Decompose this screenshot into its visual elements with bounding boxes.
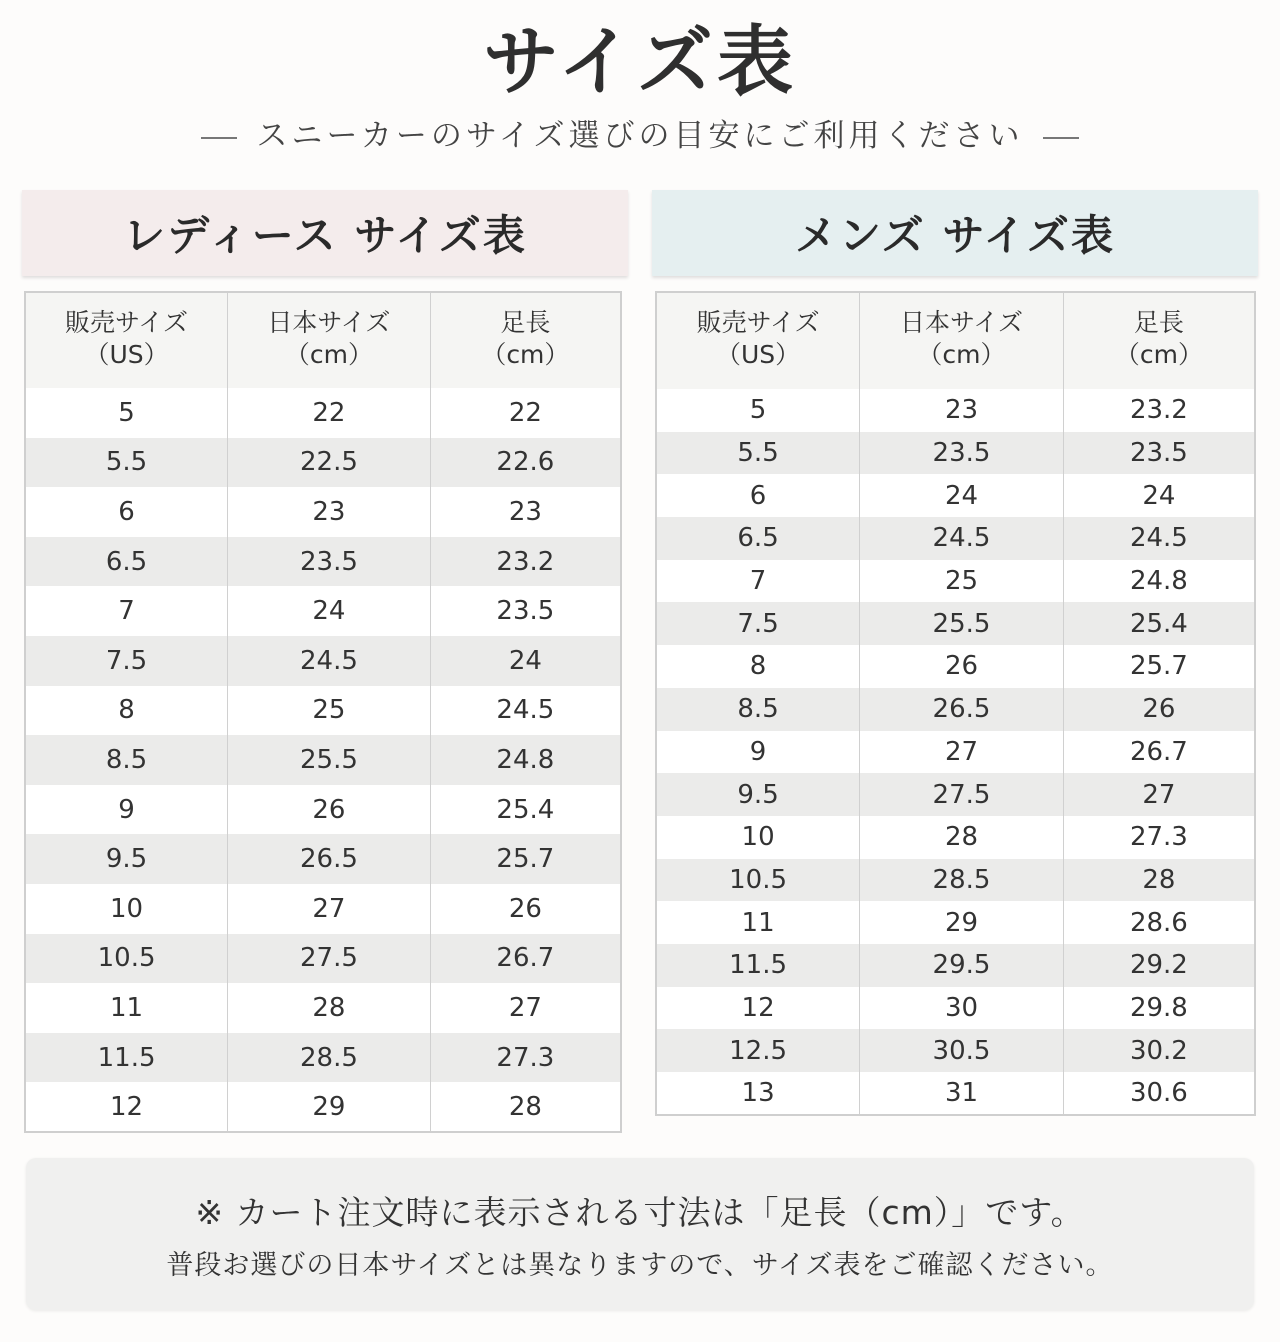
- cell-sales-size: 11.5: [25, 1033, 228, 1083]
- table-row: [25, 487, 621, 537]
- table-row: [25, 636, 621, 686]
- cell-sales-size: 5: [656, 389, 860, 432]
- cell-foot-length: 29.2: [1063, 944, 1255, 987]
- cell-foot-length: 23.2: [1063, 389, 1255, 432]
- table-header-row: [656, 292, 1255, 389]
- cell-sales-size: 12.5: [656, 1029, 860, 1072]
- cell-japan-size: 27.5: [228, 934, 431, 984]
- cell-foot-length: 25.4: [1063, 602, 1255, 645]
- table-row: [656, 389, 1255, 432]
- cell-foot-length: 23.2: [430, 537, 621, 587]
- cell-foot-length: 27.3: [1063, 816, 1255, 859]
- table-row: [656, 859, 1255, 902]
- cell-sales-size: 9: [656, 731, 860, 774]
- ladies-size-panel: [22, 190, 626, 1122]
- cell-japan-size: 26.5: [228, 834, 431, 884]
- cell-japan-size: 24: [860, 474, 1064, 517]
- column-header-japan-size: [860, 292, 1064, 389]
- table-row: [656, 773, 1255, 816]
- table-row: [25, 735, 621, 785]
- note-line-secondary: 普段お選びの日本サイズとは異なりますので、サイズ表をご確認ください。: [166, 1250, 1114, 1281]
- cell-sales-size: 12: [656, 987, 860, 1030]
- mens-size-panel: [652, 190, 1256, 1108]
- table-row: [25, 834, 621, 884]
- cell-japan-size: 24: [228, 586, 431, 636]
- note-line-primary: ※ カート注文時に表示される寸法は「足長（cm）」です。: [195, 1193, 1085, 1232]
- cell-japan-size: 26: [860, 645, 1064, 688]
- cell-sales-size: 10: [656, 816, 860, 859]
- cell-foot-length: 26.7: [1063, 731, 1255, 774]
- table-row: [25, 884, 621, 934]
- subtitle-dash-left: [201, 137, 237, 139]
- table-row: [25, 586, 621, 636]
- cell-japan-size: 25: [228, 686, 431, 736]
- table-row: [656, 816, 1255, 859]
- table-row: [656, 688, 1255, 731]
- ladies-panel-heading: レディース サイズ表: [22, 190, 628, 276]
- column-header-unit: （cm）: [917, 340, 1006, 369]
- cell-sales-size: 10.5: [656, 859, 860, 902]
- cell-sales-size: 8.5: [25, 735, 228, 785]
- column-header-label: 販売サイズ: [696, 308, 820, 337]
- cell-japan-size: 25.5: [228, 735, 431, 785]
- cell-sales-size: 6.5: [656, 517, 860, 560]
- column-header-unit: （cm）: [481, 340, 570, 369]
- table-header-row: [25, 292, 621, 388]
- cell-foot-length: 22: [430, 388, 621, 438]
- table-row: [25, 1033, 621, 1083]
- table-row: [25, 438, 621, 488]
- column-header-label: 販売サイズ: [65, 308, 189, 337]
- cell-sales-size: 5.5: [25, 438, 228, 488]
- cell-japan-size: 27.5: [860, 773, 1064, 816]
- cell-foot-length: 28: [1063, 859, 1255, 902]
- column-header-unit: （US）: [715, 340, 801, 369]
- table-row: [656, 987, 1255, 1030]
- page-title: サイズ表: [483, 17, 797, 106]
- cell-foot-length: 27: [430, 983, 621, 1033]
- cell-japan-size: 30: [860, 987, 1064, 1030]
- cell-sales-size: 6.5: [25, 537, 228, 587]
- cell-japan-size: 25: [860, 560, 1064, 603]
- column-header-unit: （cm）: [1114, 340, 1203, 369]
- cell-japan-size: 23: [228, 487, 431, 537]
- cell-foot-length: 23.5: [1063, 432, 1255, 475]
- table-row: [656, 474, 1255, 517]
- cell-foot-length: 24.8: [1063, 560, 1255, 603]
- cell-foot-length: 29.8: [1063, 987, 1255, 1030]
- cell-foot-length: 25.7: [1063, 645, 1255, 688]
- column-header-japan-size: [228, 292, 431, 388]
- cell-foot-length: 24: [1063, 474, 1255, 517]
- cell-foot-length: 28: [430, 1082, 621, 1132]
- subtitle-dash-right: [1043, 137, 1079, 139]
- cell-foot-length: 22.6: [430, 438, 621, 488]
- cell-japan-size: 27: [228, 884, 431, 934]
- column-header-unit: （US）: [84, 340, 169, 369]
- cell-japan-size: 28.5: [860, 859, 1064, 902]
- cell-japan-size: 29: [228, 1082, 431, 1132]
- table-row: [656, 645, 1255, 688]
- column-header-sales-size: [656, 292, 860, 389]
- column-header-foot-length: [430, 292, 621, 388]
- table-row: [25, 388, 621, 438]
- cell-sales-size: 7.5: [25, 636, 228, 686]
- mens-table-body: [656, 389, 1255, 1115]
- cell-sales-size: 5: [25, 388, 228, 438]
- table-row: [656, 432, 1255, 475]
- table-row: [656, 517, 1255, 560]
- column-header-label: 日本サイズ: [267, 308, 391, 337]
- cell-japan-size: 29: [860, 901, 1064, 944]
- table-row: [656, 1072, 1255, 1115]
- table-row: [656, 731, 1255, 774]
- cell-foot-length: 30.2: [1063, 1029, 1255, 1072]
- cell-japan-size: 23: [860, 389, 1064, 432]
- cell-japan-size: 29.5: [860, 944, 1064, 987]
- table-row: [25, 1082, 621, 1132]
- cell-sales-size: 6: [656, 474, 860, 517]
- table-row: [656, 1029, 1255, 1072]
- column-header-label: 足長: [500, 308, 551, 337]
- cell-sales-size: 9.5: [25, 834, 228, 884]
- column-header-foot-length: [1063, 292, 1255, 389]
- mens-size-table: [655, 291, 1256, 1116]
- table-row: [25, 934, 621, 984]
- cell-japan-size: 30.5: [860, 1029, 1064, 1072]
- mens-panel-heading: メンズ サイズ表: [652, 190, 1258, 276]
- cell-sales-size: 11: [656, 901, 860, 944]
- cell-foot-length: 25.4: [430, 785, 621, 835]
- cell-japan-size: 23.5: [228, 537, 431, 587]
- cell-japan-size: 25.5: [860, 602, 1064, 645]
- table-row: [25, 537, 621, 587]
- cell-sales-size: 7: [656, 560, 860, 603]
- table-row: [656, 944, 1255, 987]
- table-row: [656, 901, 1255, 944]
- cell-foot-length: 26: [430, 884, 621, 934]
- column-header-sales-size: [25, 292, 228, 388]
- cell-foot-length: 26.7: [430, 934, 621, 984]
- cell-foot-length: 28.6: [1063, 901, 1255, 944]
- cell-foot-length: 24.8: [430, 735, 621, 785]
- cell-sales-size: 8: [25, 686, 228, 736]
- table-row: [656, 560, 1255, 603]
- cell-japan-size: 22.5: [228, 438, 431, 488]
- table-row: [25, 785, 621, 835]
- cell-japan-size: 26.5: [860, 688, 1064, 731]
- cell-foot-length: 27.3: [430, 1033, 621, 1083]
- ladies-table-body: [25, 388, 621, 1132]
- table-row: [656, 602, 1255, 645]
- cell-sales-size: 7.5: [656, 602, 860, 645]
- cell-japan-size: 24.5: [228, 636, 431, 686]
- cell-foot-length: 26: [1063, 688, 1255, 731]
- cell-sales-size: 6: [25, 487, 228, 537]
- cell-japan-size: 26: [228, 785, 431, 835]
- cell-foot-length: 27: [1063, 773, 1255, 816]
- cell-japan-size: 28.5: [228, 1033, 431, 1083]
- table-row: [25, 686, 621, 736]
- cell-sales-size: 13: [656, 1072, 860, 1115]
- column-header-label: 足長: [1133, 308, 1184, 337]
- cell-sales-size: 9.5: [656, 773, 860, 816]
- cell-foot-length: 25.7: [430, 834, 621, 884]
- cell-foot-length: 24.5: [430, 686, 621, 736]
- cell-foot-length: 23.5: [430, 586, 621, 636]
- cell-foot-length: 23: [430, 487, 621, 537]
- table-row: [25, 983, 621, 1033]
- cell-sales-size: 9: [25, 785, 228, 835]
- cell-sales-size: 8: [656, 645, 860, 688]
- cell-sales-size: 11.5: [656, 944, 860, 987]
- cell-foot-length: 30.6: [1063, 1072, 1255, 1115]
- cell-sales-size: 10: [25, 884, 228, 934]
- column-header-label: 日本サイズ: [899, 308, 1023, 337]
- cell-foot-length: 24: [430, 636, 621, 686]
- cell-japan-size: 23.5: [860, 432, 1064, 475]
- subtitle-text: スニーカーのサイズ選びの目安にご利用ください: [256, 118, 1024, 154]
- cell-japan-size: 24.5: [860, 517, 1064, 560]
- cell-sales-size: 12: [25, 1082, 228, 1132]
- cell-japan-size: 31: [860, 1072, 1064, 1115]
- cell-japan-size: 28: [228, 983, 431, 1033]
- size-note-box: [26, 1158, 1254, 1310]
- page-subtitle: [0, 114, 1280, 158]
- cell-foot-length: 24.5: [1063, 517, 1255, 560]
- cell-sales-size: 11: [25, 983, 228, 1033]
- cell-japan-size: 28: [860, 816, 1064, 859]
- cell-japan-size: 22: [228, 388, 431, 438]
- cell-sales-size: 7: [25, 586, 228, 636]
- column-header-unit: （cm）: [284, 340, 373, 369]
- cell-sales-size: 10.5: [25, 934, 228, 984]
- cell-japan-size: 27: [860, 731, 1064, 774]
- cell-sales-size: 5.5: [656, 432, 860, 475]
- cell-sales-size: 8.5: [656, 688, 860, 731]
- ladies-size-table: [24, 291, 622, 1133]
